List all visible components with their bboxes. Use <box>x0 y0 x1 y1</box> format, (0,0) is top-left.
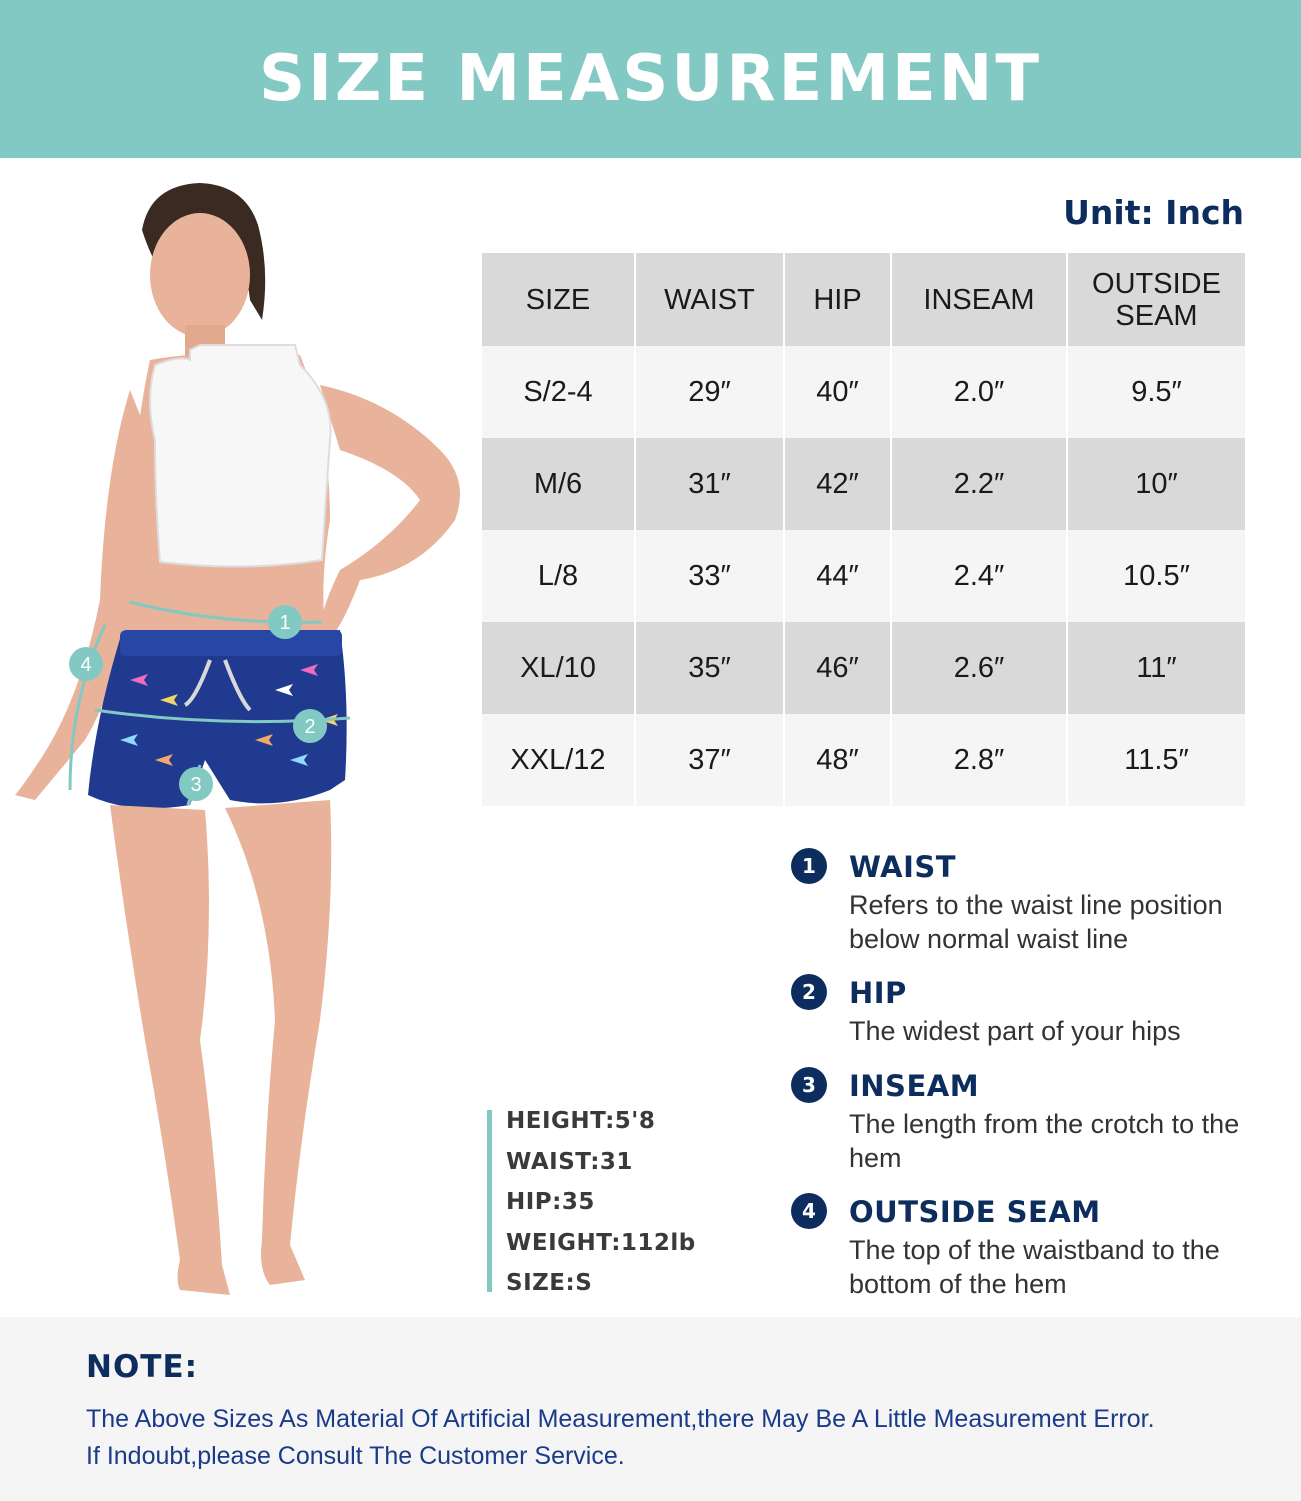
note-line: If Indoubt,please Consult The Customer Service. <box>86 1442 625 1470</box>
legend-title: HIP <box>849 976 907 1010</box>
table-cell: 46″ <box>784 622 891 714</box>
header-banner <box>0 0 1301 158</box>
table-cell: S/2-4 <box>482 346 635 438</box>
table-cell: 33″ <box>635 530 784 622</box>
model-weight: WEIGHT:112lb <box>506 1229 696 1256</box>
waistband-shape <box>120 630 342 656</box>
model-figure <box>0 170 480 1310</box>
table-cell: 10.5″ <box>1123 559 1190 592</box>
model-hip: HIP:35 <box>506 1189 595 1215</box>
table-cell: M/6 <box>482 438 635 530</box>
table-cell: 40″ <box>784 346 891 438</box>
marker-label: 2 <box>304 716 316 738</box>
legend-description: The top of the waistband to the bottom of the hem <box>849 1235 1220 1299</box>
table-cell: 11.5″ <box>1124 743 1189 776</box>
table-cell: L/8 <box>482 530 635 622</box>
table-cell: 44″ <box>784 530 891 622</box>
table-cell: 29″ <box>635 346 784 438</box>
legend-description: Refers to the waist line position below normal waist line <box>849 890 1223 954</box>
table-cell: 2.6″ <box>891 622 1067 714</box>
sports-top-shape <box>150 345 331 567</box>
legend-number: 4 <box>791 1193 827 1229</box>
column-header-waist: WAIST <box>635 253 784 346</box>
table-row <box>482 530 1245 622</box>
right-arm-shape <box>318 385 460 640</box>
legend-description: The length from the crotch to the hem <box>849 1109 1240 1173</box>
column-header-outside-seam: OUTSIDE SEAM <box>1092 267 1221 332</box>
note-title: NOTE: <box>86 1349 199 1385</box>
legend-number: 2 <box>791 974 827 1010</box>
model-waist: WAIST:31 <box>506 1148 633 1175</box>
head-shape <box>150 213 250 337</box>
column-header-size: SIZE <box>482 253 635 346</box>
page-title: SIZE MEASUREMENT <box>259 42 1042 116</box>
model-info <box>487 1108 696 1296</box>
table-cell: 31″ <box>635 438 784 530</box>
table-cell: 11″ <box>1136 651 1177 684</box>
table-cell: 42″ <box>784 438 891 530</box>
legend-title: OUTSIDE SEAM <box>849 1195 1101 1229</box>
model-size: SIZE:S <box>506 1270 593 1296</box>
table-header-row <box>482 253 1245 346</box>
table-cell: 2.0″ <box>891 346 1067 438</box>
right-leg-shape <box>225 800 331 1285</box>
table-row <box>482 438 1245 530</box>
table-cell: 2.8″ <box>891 714 1067 806</box>
table-cell: XXL/12 <box>482 714 635 806</box>
table-cell: 2.2″ <box>891 438 1067 530</box>
marker-label: 4 <box>80 654 92 676</box>
legend-number: 3 <box>791 1067 827 1103</box>
legend-title: WAIST <box>849 850 957 884</box>
note-text <box>86 1401 1286 1475</box>
legend-description: The widest part of your hips <box>849 1016 1181 1046</box>
table-cell: 2.4″ <box>891 530 1067 622</box>
legend-title: INSEAM <box>849 1069 980 1103</box>
column-header-hip: HIP <box>784 253 891 346</box>
legend-number: 1 <box>791 848 827 884</box>
table-row <box>482 346 1245 438</box>
marker-label: 3 <box>190 774 202 796</box>
model-height: HEIGHT:5'8 <box>506 1108 656 1134</box>
table-cell: 9.5″ <box>1131 375 1182 408</box>
note-line: The Above Sizes As Material Of Artificial Measurement,there May Be A Little Measurement Error. <box>86 1405 1155 1433</box>
table-row <box>482 622 1245 714</box>
table-cell: 35″ <box>635 622 784 714</box>
marker-label: 1 <box>279 612 291 634</box>
column-header-inseam: INSEAM <box>891 253 1067 346</box>
table-cell: 48″ <box>784 714 891 806</box>
table-cell: 37″ <box>635 714 784 806</box>
table-cell: XL/10 <box>482 622 635 714</box>
unit-label: Unit: Inch <box>1063 193 1244 232</box>
size-table <box>482 253 1245 806</box>
note-section <box>0 1317 1301 1501</box>
left-leg-shape <box>110 805 230 1295</box>
table-cell: 10″ <box>1135 467 1178 500</box>
table-row <box>482 714 1245 806</box>
